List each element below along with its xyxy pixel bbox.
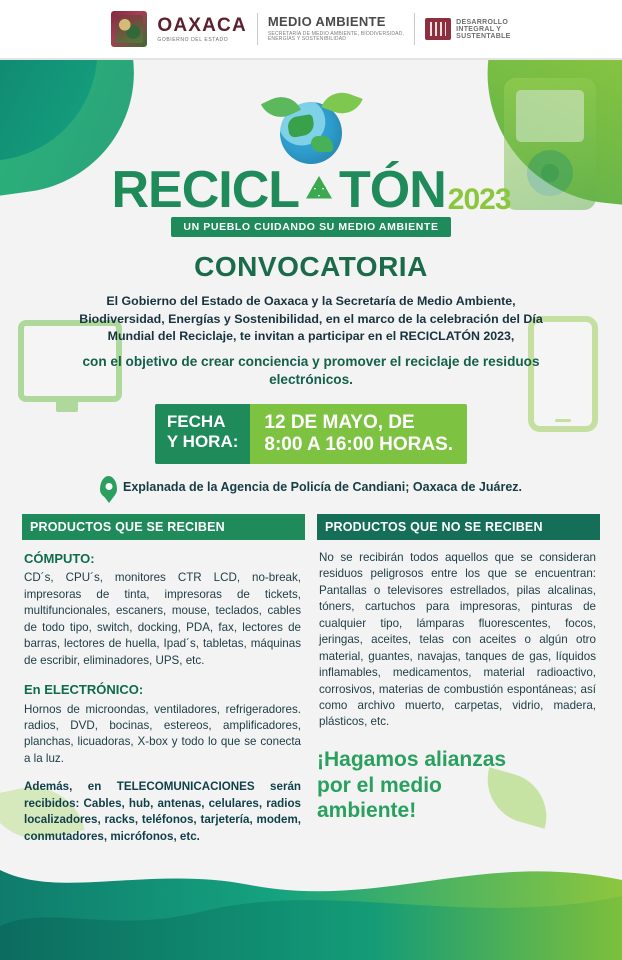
slogan-line-3: ambiente!: [317, 799, 417, 823]
dev-line-1: DESARROLLO: [456, 18, 509, 26]
accepted-section-2-title: En ELECTRÓNICO:: [24, 682, 144, 698]
intro-text: [72, 293, 550, 390]
accepted-section-3-body: Además, en TELECOMUNICACIONES serán recibidos: Cables, hub, antenas, celulares, radios localizadores, racks, teléfonos, tarjetería, modem, conmutadores, micrófonos, etc.: [24, 780, 301, 843]
page-title: CONVOCATORIA: [194, 251, 428, 283]
schedule-date: 12 DE MAYO, DE: [264, 412, 415, 434]
schedule-label-line-1: FECHA: [166, 412, 226, 432]
divider: [414, 13, 415, 45]
accepted-heading: PRODUCTOS QUE SE RECIBEN: [22, 514, 305, 540]
slogan: [317, 747, 600, 824]
slogan-line-2: por el medio: [317, 773, 442, 797]
ministry-subtitle-1: SECRETARÍA DE MEDIO AMBIENTE, BIODIVERSIDAD,: [267, 30, 405, 37]
event-year: 2023: [447, 183, 511, 216]
schedule-label: [155, 404, 250, 464]
intro-paragraph-1: El Gobierno del Estado de Oaxaca y la Secretaría de Medio Ambiente, Biodiversidad, Energías y Sostenibilidad, en el marco de la celebración del Día Mundial del Reciclaje, te invitan a participar en el RECICLATÓN 2023,: [79, 294, 543, 343]
title-block: [0, 102, 622, 283]
accepted-column: [22, 514, 305, 857]
rejected-heading: PRODUCTOS QUE NO SE RECIBEN: [317, 514, 600, 540]
location-row: [0, 476, 622, 498]
accepted-section-1-body: CD´s, CPU´s, monitores CTR LCD, no-break, impresoras de tinta, impresoras de tickets, multifuncionales, escaners, mouse, teclados, cables de todo tipo, switch, docking, PDA, fax, lectores de barras, lectores de huella, Ipad´s, tabletas, máquinas de escribir, eliminadores, UPS, etc.: [24, 571, 301, 667]
schedule-value: [250, 404, 467, 464]
location-pin-icon: [100, 476, 117, 498]
globe-icon: [280, 102, 342, 164]
accepted-section-1-title: CÓMPUTO:: [24, 550, 95, 566]
institutional-header: [0, 0, 622, 60]
event-title-part-2: TÓN: [339, 161, 446, 219]
intro-paragraph-2: con el objetivo de crear conciencia y promover el reciclaje de residuos electrónicos.: [82, 353, 540, 388]
location-text: Explanada de la Agencia de Policía de Candiani; Oaxaca de Juárez.: [123, 479, 522, 494]
oaxaca-seal-icon: [111, 11, 147, 47]
slogan-line-1: ¡Hagamos alianzas: [317, 747, 507, 771]
event-title-part-1: RECICL: [111, 161, 300, 219]
state-subtitle: GOBIERNO DEL ESTADO: [157, 36, 229, 43]
accepted-section-telecom: [24, 779, 301, 845]
product-columns: [22, 514, 600, 857]
schedule-label-line-2: Y HORA:: [166, 431, 239, 451]
accepted-section-computo: [24, 550, 301, 669]
ministry-subtitle-2: ENERGÍAS Y SOSTENIBILIDAD: [267, 36, 347, 43]
schedule-hours: 8:00 A 16:00 HORAS.: [264, 434, 454, 456]
leaf-icon: [261, 90, 301, 124]
schedule-banner: [0, 404, 622, 464]
ministry-title: MEDIO AMBIENTE: [267, 13, 386, 29]
event-tagline: UN PUEBLO CUIDANDO SU MEDIO AMBIENTE: [171, 217, 450, 237]
rejected-column: [317, 514, 600, 857]
accepted-section-electronico: [24, 681, 301, 767]
accepted-section-2-body: Hornos de microondas, ventiladores, refrigeradores. radios, DVD, bocinas, estereos, amplificadores, planchas, licuadoras, X-box y todo lo que se conecta a la luz.: [24, 702, 301, 765]
ministry-wordmark: [268, 15, 404, 43]
leaf-icon: [321, 87, 362, 120]
pyramid-icon: [425, 18, 451, 40]
accepted-body: [22, 540, 305, 845]
divider: [257, 13, 258, 45]
oaxaca-wordmark: [157, 16, 247, 43]
event-title: [111, 161, 511, 219]
dev-line-3: SUSTENTABLE: [456, 32, 511, 40]
state-name: OAXACA: [157, 14, 247, 36]
dev-line-2: INTEGRAL Y: [456, 25, 502, 33]
recycling-icon: [299, 171, 339, 211]
development-logo: [425, 18, 511, 40]
rejected-body: No se recibirán todos aquellos que se consideran residuos peligrosos entre los que se encuentran: Pantallas o televisores estrellados, pilas alcalinas, tóners, cartuchos para impresoras, pinturas de cualquier tipo, lámparas fluorescentes, focos, jeringas, aceites, telas con aceites o algún otro material, guantes, navajas, tanques de gas, líquidos inflamables, medicamentos, material radioactivo, corrosivos, materias de combustión espontáneas; así como archivo muerto, carpetas, vidrio, madera, plásticos, etc.: [319, 550, 596, 729]
